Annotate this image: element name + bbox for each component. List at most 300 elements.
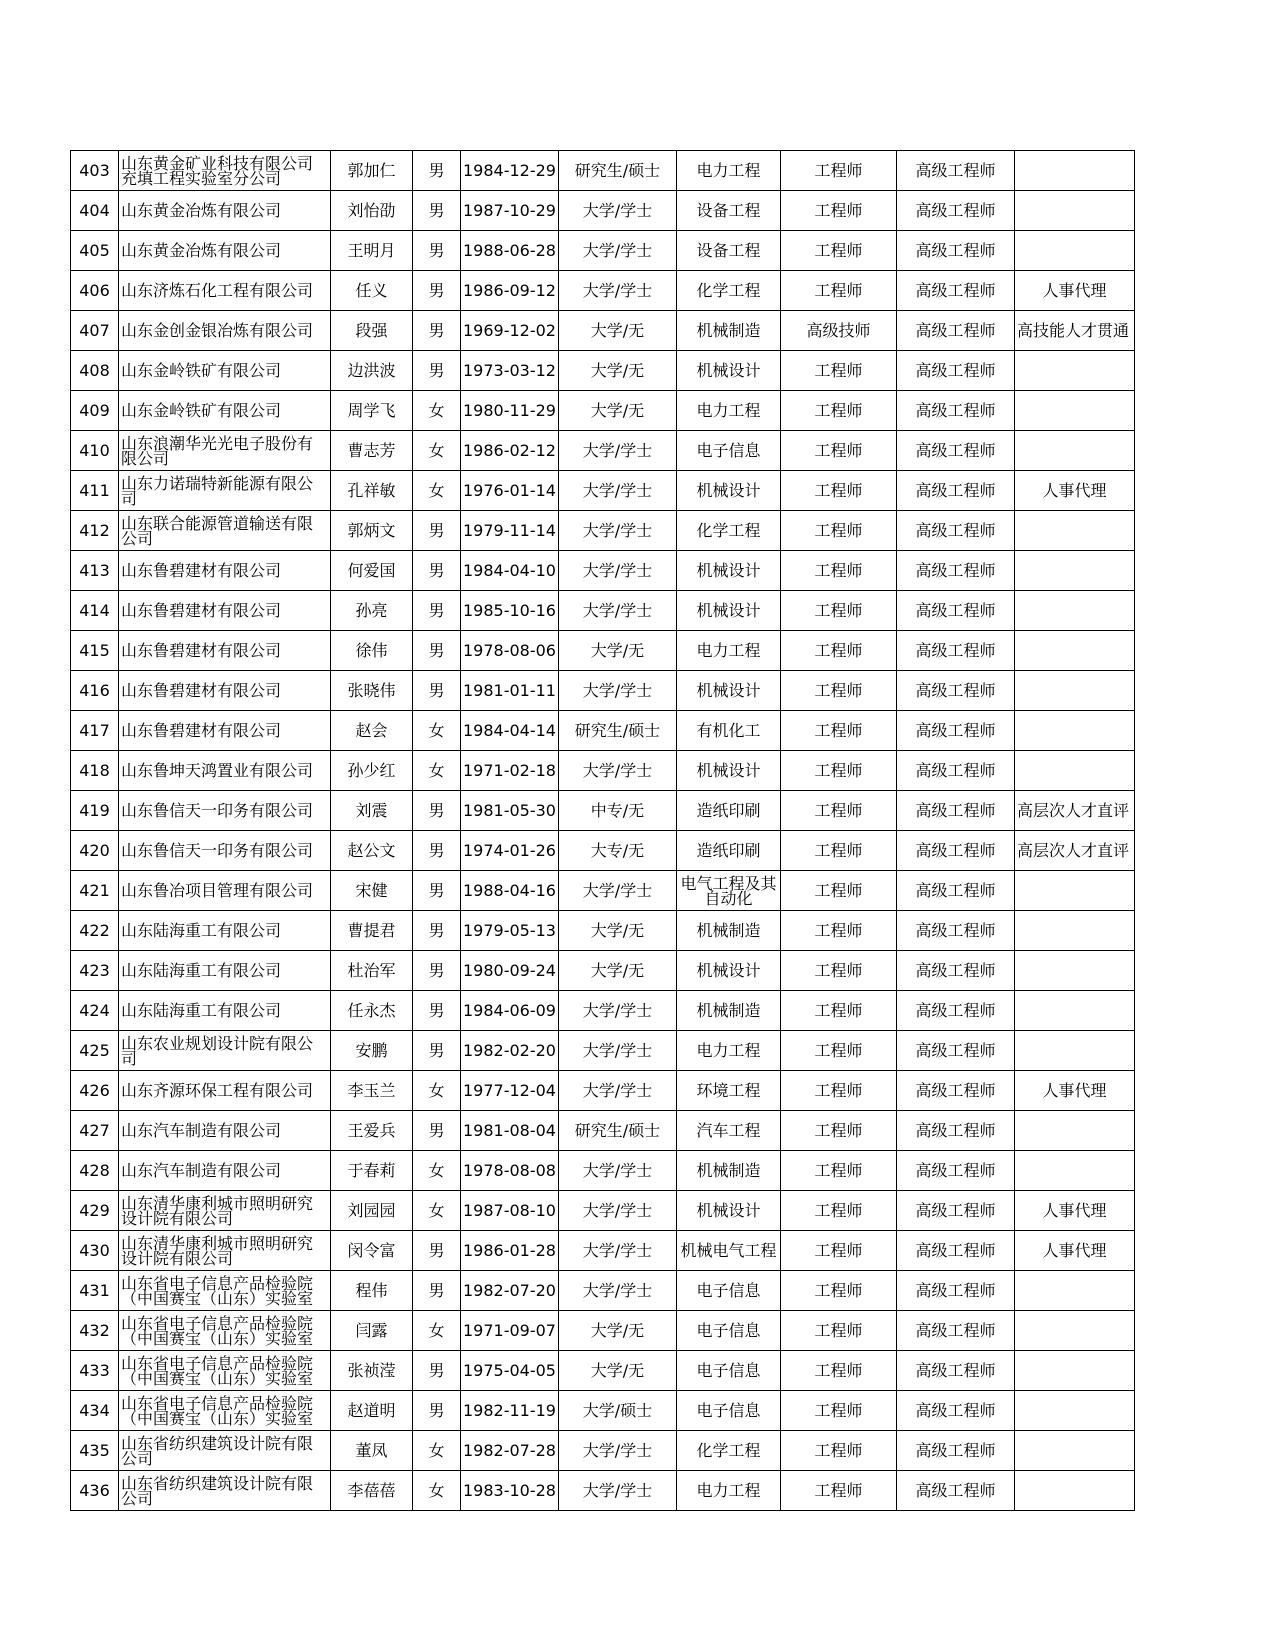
cell-number: 422 xyxy=(71,911,119,951)
cell-education: 大学/学士 xyxy=(559,591,677,631)
cell-major: 造纸印刷 xyxy=(677,791,781,831)
cell-education: 大学/学士 xyxy=(559,871,677,911)
cell-gender: 男 xyxy=(413,191,461,231)
cell-applied-title: 高级工程师 xyxy=(897,991,1015,1031)
cell-name: 王明月 xyxy=(331,231,413,271)
cell-applied-title: 高级工程师 xyxy=(897,151,1015,191)
table-row xyxy=(71,1231,1135,1271)
cell-education: 大学/学士 xyxy=(559,1471,677,1511)
cell-gender: 女 xyxy=(413,711,461,751)
cell-education: 大学/学士 xyxy=(559,271,677,311)
cell-education: 大学/学士 xyxy=(559,1271,677,1311)
cell-note xyxy=(1015,1151,1135,1191)
cell-name: 李蓓蓓 xyxy=(331,1471,413,1511)
cell-unit: 山东济炼石化工程有限公司 xyxy=(119,271,331,311)
table-row xyxy=(71,871,1135,911)
cell-note xyxy=(1015,1111,1135,1151)
cell-number: 403 xyxy=(71,151,119,191)
cell-major: 电子信息 xyxy=(677,1351,781,1391)
cell-name: 张晓伟 xyxy=(331,671,413,711)
cell-number: 433 xyxy=(71,1351,119,1391)
cell-number: 425 xyxy=(71,1031,119,1071)
cell-note xyxy=(1015,391,1135,431)
cell-applied-title: 高级工程师 xyxy=(897,1191,1015,1231)
cell-education: 大学/无 xyxy=(559,631,677,671)
table-row xyxy=(71,431,1135,471)
table-row xyxy=(71,1031,1135,1071)
cell-current-title: 工程师 xyxy=(781,151,897,191)
cell-education: 大学/无 xyxy=(559,1351,677,1391)
cell-unit: 山东黄金冶炼有限公司 xyxy=(119,191,331,231)
cell-unit: 山东联合能源管道输送有限公司 xyxy=(119,511,331,551)
cell-gender: 男 xyxy=(413,831,461,871)
cell-gender: 男 xyxy=(413,1391,461,1431)
cell-note xyxy=(1015,591,1135,631)
cell-name: 徐伟 xyxy=(331,631,413,671)
cell-number: 429 xyxy=(71,1191,119,1231)
cell-note xyxy=(1015,631,1135,671)
cell-applied-title: 高级工程师 xyxy=(897,1431,1015,1471)
cell-birth-date: 1982-11-19 xyxy=(461,1391,559,1431)
cell-number: 431 xyxy=(71,1271,119,1311)
cell-number: 411 xyxy=(71,471,119,511)
cell-name: 郭炳文 xyxy=(331,511,413,551)
cell-birth-date: 1971-02-18 xyxy=(461,751,559,791)
cell-education: 大专/无 xyxy=(559,831,677,871)
cell-note xyxy=(1015,511,1135,551)
cell-number: 426 xyxy=(71,1071,119,1111)
cell-note xyxy=(1015,711,1135,751)
cell-birth-date: 1974-01-26 xyxy=(461,831,559,871)
cell-number: 421 xyxy=(71,871,119,911)
cell-current-title: 工程师 xyxy=(781,271,897,311)
cell-current-title: 工程师 xyxy=(781,471,897,511)
cell-number: 419 xyxy=(71,791,119,831)
cell-current-title: 工程师 xyxy=(781,1151,897,1191)
cell-applied-title: 高级工程师 xyxy=(897,271,1015,311)
table-row xyxy=(71,191,1135,231)
cell-note: 高层次人才直评 xyxy=(1015,831,1135,871)
cell-major: 机械制造 xyxy=(677,911,781,951)
table-row xyxy=(71,631,1135,671)
cell-applied-title: 高级工程师 xyxy=(897,351,1015,391)
cell-note xyxy=(1015,1431,1135,1471)
cell-gender: 男 xyxy=(413,231,461,271)
cell-unit: 山东鲁信天一印务有限公司 xyxy=(119,831,331,871)
cell-birth-date: 1981-01-11 xyxy=(461,671,559,711)
cell-number: 420 xyxy=(71,831,119,871)
cell-number: 434 xyxy=(71,1391,119,1431)
cell-note xyxy=(1015,751,1135,791)
cell-birth-date: 1986-01-28 xyxy=(461,1231,559,1271)
cell-gender: 男 xyxy=(413,1031,461,1071)
cell-gender: 男 xyxy=(413,671,461,711)
cell-note xyxy=(1015,351,1135,391)
cell-education: 大学/无 xyxy=(559,351,677,391)
cell-education: 大学/学士 xyxy=(559,551,677,591)
cell-number: 432 xyxy=(71,1311,119,1351)
cell-major: 电力工程 xyxy=(677,1471,781,1511)
cell-major: 电子信息 xyxy=(677,431,781,471)
cell-name: 段强 xyxy=(331,311,413,351)
cell-current-title: 工程师 xyxy=(781,1231,897,1271)
cell-name: 闫露 xyxy=(331,1311,413,1351)
cell-applied-title: 高级工程师 xyxy=(897,751,1015,791)
cell-current-title: 工程师 xyxy=(781,1311,897,1351)
cell-birth-date: 1984-06-09 xyxy=(461,991,559,1031)
cell-birth-date: 1981-08-04 xyxy=(461,1111,559,1151)
cell-applied-title: 高级工程师 xyxy=(897,231,1015,271)
cell-unit: 山东省电子信息产品检验院（中国赛宝（山东）实验室 xyxy=(119,1391,331,1431)
cell-number: 414 xyxy=(71,591,119,631)
cell-education: 大学/学士 xyxy=(559,1031,677,1071)
table-row xyxy=(71,951,1135,991)
cell-unit: 山东省纺织建筑设计院有限公司 xyxy=(119,1471,331,1511)
cell-gender: 男 xyxy=(413,951,461,991)
cell-applied-title: 高级工程师 xyxy=(897,471,1015,511)
cell-birth-date: 1982-02-20 xyxy=(461,1031,559,1071)
cell-note xyxy=(1015,1271,1135,1311)
cell-number: 417 xyxy=(71,711,119,751)
cell-number: 423 xyxy=(71,951,119,991)
cell-unit: 山东金岭铁矿有限公司 xyxy=(119,351,331,391)
cell-birth-date: 1984-12-29 xyxy=(461,151,559,191)
cell-gender: 男 xyxy=(413,871,461,911)
cell-number: 428 xyxy=(71,1151,119,1191)
cell-unit: 山东陆海重工有限公司 xyxy=(119,951,331,991)
cell-note xyxy=(1015,1471,1135,1511)
cell-current-title: 工程师 xyxy=(781,511,897,551)
table-row xyxy=(71,511,1135,551)
cell-gender: 男 xyxy=(413,911,461,951)
cell-note xyxy=(1015,1031,1135,1071)
cell-unit: 山东力诺瑞特新能源有限公司 xyxy=(119,471,331,511)
cell-birth-date: 1980-09-24 xyxy=(461,951,559,991)
cell-education: 大学/学士 xyxy=(559,511,677,551)
cell-applied-title: 高级工程师 xyxy=(897,1471,1015,1511)
cell-name: 孙少红 xyxy=(331,751,413,791)
cell-major: 电力工程 xyxy=(677,1031,781,1071)
cell-birth-date: 1984-04-14 xyxy=(461,711,559,751)
cell-current-title: 工程师 xyxy=(781,591,897,631)
cell-birth-date: 1985-10-16 xyxy=(461,591,559,631)
cell-current-title: 工程师 xyxy=(781,351,897,391)
cell-applied-title: 高级工程师 xyxy=(897,1151,1015,1191)
cell-birth-date: 1978-08-08 xyxy=(461,1151,559,1191)
cell-note: 人事代理 xyxy=(1015,1191,1135,1231)
cell-number: 424 xyxy=(71,991,119,1031)
cell-name: 杜治军 xyxy=(331,951,413,991)
cell-current-title: 工程师 xyxy=(781,951,897,991)
cell-unit: 山东汽车制造有限公司 xyxy=(119,1111,331,1151)
cell-education: 大学/学士 xyxy=(559,1191,677,1231)
cell-note xyxy=(1015,151,1135,191)
cell-gender: 男 xyxy=(413,631,461,671)
cell-applied-title: 高级工程师 xyxy=(897,711,1015,751)
cell-name: 曹提君 xyxy=(331,911,413,951)
cell-major: 机械设计 xyxy=(677,551,781,591)
cell-birth-date: 1977-12-04 xyxy=(461,1071,559,1111)
cell-gender: 男 xyxy=(413,791,461,831)
cell-birth-date: 1986-02-12 xyxy=(461,431,559,471)
table-row xyxy=(71,751,1135,791)
cell-current-title: 工程师 xyxy=(781,871,897,911)
cell-applied-title: 高级工程师 xyxy=(897,511,1015,551)
cell-major: 机械设计 xyxy=(677,1191,781,1231)
cell-unit: 山东鲁碧建材有限公司 xyxy=(119,551,331,591)
cell-applied-title: 高级工程师 xyxy=(897,631,1015,671)
table-row xyxy=(71,791,1135,831)
cell-current-title: 工程师 xyxy=(781,671,897,711)
cell-major: 电力工程 xyxy=(677,391,781,431)
cell-applied-title: 高级工程师 xyxy=(897,911,1015,951)
cell-education: 大学/学士 xyxy=(559,471,677,511)
table-row xyxy=(71,1471,1135,1511)
table-row xyxy=(71,471,1135,511)
cell-major: 电力工程 xyxy=(677,151,781,191)
cell-number: 406 xyxy=(71,271,119,311)
cell-unit: 山东齐源环保工程有限公司 xyxy=(119,1071,331,1111)
cell-major: 电子信息 xyxy=(677,1391,781,1431)
cell-major: 机械设计 xyxy=(677,671,781,711)
cell-name: 曹志芳 xyxy=(331,431,413,471)
cell-education: 大学/学士 xyxy=(559,191,677,231)
cell-major: 汽车工程 xyxy=(677,1111,781,1151)
cell-name: 李玉兰 xyxy=(331,1071,413,1111)
cell-major: 化学工程 xyxy=(677,511,781,551)
cell-education: 大学/无 xyxy=(559,951,677,991)
cell-education: 大学/无 xyxy=(559,391,677,431)
cell-major: 机械设计 xyxy=(677,351,781,391)
cell-number: 427 xyxy=(71,1111,119,1151)
table-row xyxy=(71,1391,1135,1431)
cell-gender: 男 xyxy=(413,271,461,311)
cell-gender: 男 xyxy=(413,511,461,551)
cell-note xyxy=(1015,671,1135,711)
cell-applied-title: 高级工程师 xyxy=(897,591,1015,631)
cell-name: 刘园园 xyxy=(331,1191,413,1231)
cell-applied-title: 高级工程师 xyxy=(897,951,1015,991)
cell-name: 孙亮 xyxy=(331,591,413,631)
cell-birth-date: 1983-10-28 xyxy=(461,1471,559,1511)
cell-gender: 女 xyxy=(413,471,461,511)
cell-gender: 女 xyxy=(413,1191,461,1231)
cell-note xyxy=(1015,991,1135,1031)
cell-education: 大学/学士 xyxy=(559,1151,677,1191)
cell-name: 赵会 xyxy=(331,711,413,751)
cell-gender: 男 xyxy=(413,1351,461,1391)
cell-number: 407 xyxy=(71,311,119,351)
cell-major: 机械制造 xyxy=(677,991,781,1031)
cell-gender: 男 xyxy=(413,311,461,351)
cell-current-title: 工程师 xyxy=(781,1191,897,1231)
cell-note xyxy=(1015,191,1135,231)
cell-note xyxy=(1015,551,1135,591)
cell-birth-date: 1984-04-10 xyxy=(461,551,559,591)
cell-major: 机械设计 xyxy=(677,471,781,511)
cell-gender: 男 xyxy=(413,351,461,391)
cell-gender: 女 xyxy=(413,1071,461,1111)
cell-education: 研究生/硕士 xyxy=(559,1111,677,1151)
cell-unit: 山东鲁碧建材有限公司 xyxy=(119,711,331,751)
cell-applied-title: 高级工程师 xyxy=(897,191,1015,231)
cell-applied-title: 高级工程师 xyxy=(897,1111,1015,1151)
cell-education: 研究生/硕士 xyxy=(559,151,677,191)
cell-birth-date: 1982-07-20 xyxy=(461,1271,559,1311)
cell-number: 430 xyxy=(71,1231,119,1271)
cell-applied-title: 高级工程师 xyxy=(897,431,1015,471)
cell-name: 董凤 xyxy=(331,1431,413,1471)
cell-gender: 女 xyxy=(413,1311,461,1351)
cell-applied-title: 高级工程师 xyxy=(897,1271,1015,1311)
cell-current-title: 工程师 xyxy=(781,191,897,231)
cell-current-title: 工程师 xyxy=(781,711,897,751)
cell-note xyxy=(1015,1311,1135,1351)
table-row xyxy=(71,1431,1135,1471)
cell-number: 409 xyxy=(71,391,119,431)
cell-name: 赵道明 xyxy=(331,1391,413,1431)
cell-unit: 山东陆海重工有限公司 xyxy=(119,991,331,1031)
cell-major: 机械制造 xyxy=(677,1151,781,1191)
cell-birth-date: 1987-08-10 xyxy=(461,1191,559,1231)
cell-applied-title: 高级工程师 xyxy=(897,551,1015,591)
cell-note: 人事代理 xyxy=(1015,271,1135,311)
table-row xyxy=(71,1191,1135,1231)
cell-name: 赵公文 xyxy=(331,831,413,871)
cell-applied-title: 高级工程师 xyxy=(897,1351,1015,1391)
cell-birth-date: 1973-03-12 xyxy=(461,351,559,391)
cell-unit: 山东浪潮华光光电子股份有限公司 xyxy=(119,431,331,471)
cell-current-title: 工程师 xyxy=(781,1031,897,1071)
cell-major: 造纸印刷 xyxy=(677,831,781,871)
cell-note xyxy=(1015,1351,1135,1391)
cell-education: 大学/学士 xyxy=(559,751,677,791)
cell-applied-title: 高级工程师 xyxy=(897,1231,1015,1271)
cell-gender: 男 xyxy=(413,1111,461,1151)
cell-number: 412 xyxy=(71,511,119,551)
cell-current-title: 工程师 xyxy=(781,631,897,671)
cell-birth-date: 1988-06-28 xyxy=(461,231,559,271)
cell-note xyxy=(1015,951,1135,991)
cell-name: 任永杰 xyxy=(331,991,413,1031)
cell-birth-date: 1979-11-14 xyxy=(461,511,559,551)
cell-gender: 男 xyxy=(413,1231,461,1271)
cell-birth-date: 1976-01-14 xyxy=(461,471,559,511)
cell-current-title: 工程师 xyxy=(781,551,897,591)
cell-birth-date: 1975-04-05 xyxy=(461,1351,559,1391)
cell-number: 405 xyxy=(71,231,119,271)
cell-current-title: 工程师 xyxy=(781,1431,897,1471)
cell-name: 周学飞 xyxy=(331,391,413,431)
cell-gender: 男 xyxy=(413,551,461,591)
cell-gender: 女 xyxy=(413,751,461,791)
cell-note: 人事代理 xyxy=(1015,471,1135,511)
cell-current-title: 工程师 xyxy=(781,1071,897,1111)
cell-note xyxy=(1015,1391,1135,1431)
cell-name: 宋健 xyxy=(331,871,413,911)
cell-applied-title: 高级工程师 xyxy=(897,1311,1015,1351)
cell-number: 404 xyxy=(71,191,119,231)
cell-name: 边洪波 xyxy=(331,351,413,391)
cell-birth-date: 1981-05-30 xyxy=(461,791,559,831)
cell-unit: 山东黄金冶炼有限公司 xyxy=(119,231,331,271)
cell-unit: 山东鲁冶项目管理有限公司 xyxy=(119,871,331,911)
cell-name: 王爱兵 xyxy=(331,1111,413,1151)
cell-birth-date: 1971-09-07 xyxy=(461,1311,559,1351)
cell-applied-title: 高级工程师 xyxy=(897,791,1015,831)
cell-current-title: 工程师 xyxy=(781,1111,897,1151)
cell-major: 环境工程 xyxy=(677,1071,781,1111)
cell-major: 化学工程 xyxy=(677,271,781,311)
cell-education: 中专/无 xyxy=(559,791,677,831)
cell-current-title: 工程师 xyxy=(781,991,897,1031)
table-row xyxy=(71,831,1135,871)
cell-major: 设备工程 xyxy=(677,191,781,231)
cell-unit: 山东陆海重工有限公司 xyxy=(119,911,331,951)
cell-current-title: 工程师 xyxy=(781,431,897,471)
cell-unit: 山东金创金银冶炼有限公司 xyxy=(119,311,331,351)
cell-name: 郭加仁 xyxy=(331,151,413,191)
cell-name: 闵令富 xyxy=(331,1231,413,1271)
cell-note xyxy=(1015,911,1135,951)
cell-current-title: 工程师 xyxy=(781,831,897,871)
cell-major: 电子信息 xyxy=(677,1271,781,1311)
cell-current-title: 工程师 xyxy=(781,231,897,271)
table-row xyxy=(71,1071,1135,1111)
cell-major: 设备工程 xyxy=(677,231,781,271)
cell-applied-title: 高级工程师 xyxy=(897,671,1015,711)
cell-unit: 山东鲁碧建材有限公司 xyxy=(119,631,331,671)
cell-education: 大学/学士 xyxy=(559,671,677,711)
cell-birth-date: 1980-11-29 xyxy=(461,391,559,431)
cell-applied-title: 高级工程师 xyxy=(897,871,1015,911)
cell-major: 机械制造 xyxy=(677,311,781,351)
table-row xyxy=(71,1351,1135,1391)
table-row xyxy=(71,711,1135,751)
cell-number: 416 xyxy=(71,671,119,711)
cell-applied-title: 高级工程师 xyxy=(897,831,1015,871)
cell-birth-date: 1988-04-16 xyxy=(461,871,559,911)
cell-birth-date: 1978-08-06 xyxy=(461,631,559,671)
cell-gender: 女 xyxy=(413,1431,461,1471)
table-row xyxy=(71,231,1135,271)
cell-name: 张祯滢 xyxy=(331,1351,413,1391)
cell-current-title: 高级技师 xyxy=(781,311,897,351)
cell-major: 机械设计 xyxy=(677,591,781,631)
table-row xyxy=(71,911,1135,951)
cell-note xyxy=(1015,231,1135,271)
cell-current-title: 工程师 xyxy=(781,1471,897,1511)
cell-name: 任义 xyxy=(331,271,413,311)
applicant-table xyxy=(70,150,1135,1511)
cell-gender: 男 xyxy=(413,991,461,1031)
cell-gender: 男 xyxy=(413,151,461,191)
cell-unit: 山东清华康利城市照明研究设计院有限公司 xyxy=(119,1231,331,1271)
cell-applied-title: 高级工程师 xyxy=(897,391,1015,431)
cell-unit: 山东汽车制造有限公司 xyxy=(119,1151,331,1191)
cell-major: 机械设计 xyxy=(677,951,781,991)
cell-major: 机械设计 xyxy=(677,751,781,791)
cell-unit: 山东鲁碧建材有限公司 xyxy=(119,671,331,711)
cell-unit: 山东清华康利城市照明研究设计院有限公司 xyxy=(119,1191,331,1231)
cell-gender: 女 xyxy=(413,1471,461,1511)
cell-applied-title: 高级工程师 xyxy=(897,1031,1015,1071)
table-row xyxy=(71,1271,1135,1311)
cell-name: 安鹏 xyxy=(331,1031,413,1071)
cell-current-title: 工程师 xyxy=(781,391,897,431)
table-row xyxy=(71,351,1135,391)
table-row xyxy=(71,1311,1135,1351)
